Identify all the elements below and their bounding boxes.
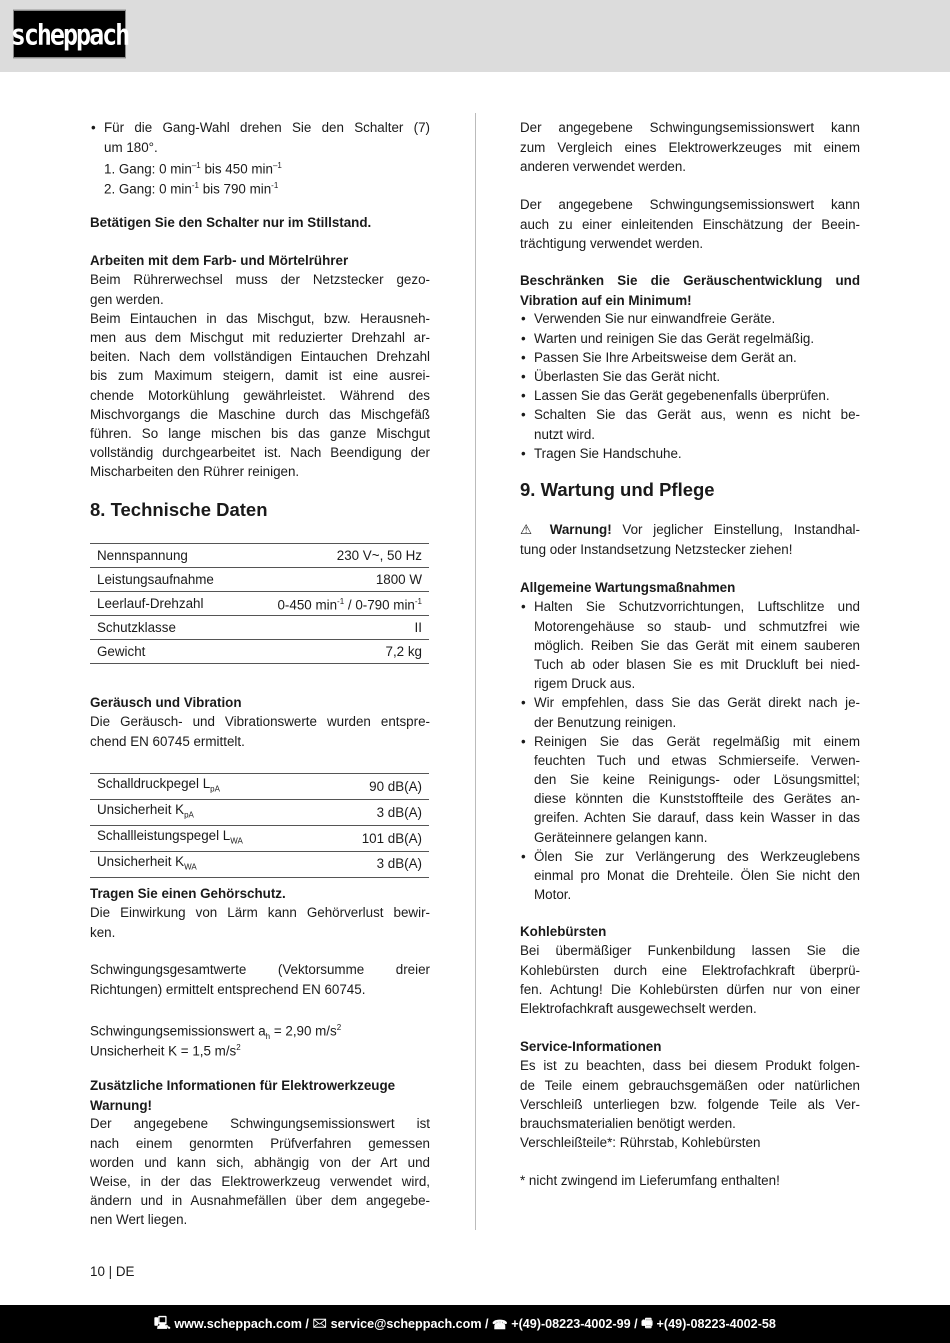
text-run: Schwingungsemissionswert a — [90, 1023, 266, 1039]
text-run: auch zu einer einleitenden Einschätzung der Beein- — [520, 216, 860, 232]
text-run: Schutzklasse — [97, 619, 176, 635]
subheading — [90, 213, 430, 232]
text-run: 1800 W — [375, 571, 422, 587]
text-run: Schalten Sie das Gerät aus, wenn es nicht be- — [534, 407, 860, 423]
text-run: um 180°. — [104, 139, 158, 155]
text-run: 2 — [236, 1042, 241, 1052]
text-line — [520, 1056, 860, 1075]
text-run: Motorengehäuse so staub- und schmutzfrei wie — [534, 618, 860, 634]
text-run: Vor jeglicher Einstellung, Instandhal- — [611, 522, 860, 538]
text-line — [90, 1096, 430, 1115]
text-line — [90, 405, 430, 424]
text-line — [534, 386, 860, 405]
row-label — [90, 851, 321, 877]
text-line — [90, 1210, 430, 1229]
email-link[interactable]: service@scheppach.com — [330, 1317, 482, 1331]
text-run: 1. Gang: 0 min — [104, 161, 192, 177]
text-run: nutzt wird. — [534, 426, 596, 442]
list-item — [520, 329, 860, 348]
text-run: 3 dB(A) — [376, 804, 422, 820]
list-item — [520, 597, 860, 693]
subheading — [520, 271, 860, 309]
text-run: Tragen Sie Handschuhe. — [534, 445, 682, 461]
text-run: Beim Eintauchen in das Mischgut, bzw. Herausneh- — [90, 310, 430, 326]
text-run: pA — [184, 810, 194, 820]
bullet-list — [520, 309, 860, 463]
row-label — [90, 568, 243, 592]
paragraph — [90, 270, 430, 481]
text-run: 7,2 kg — [385, 643, 422, 659]
text-run: h — [265, 1032, 271, 1042]
text-run: nach einem genormten Prüfverfahren gemessen — [90, 1135, 430, 1151]
text-line — [90, 309, 430, 328]
page-num: 10 — [90, 1264, 105, 1279]
text-run: Gewicht — [97, 643, 146, 659]
text-line — [520, 941, 860, 960]
text-run: / 0-790 min — [344, 597, 415, 613]
text-line — [90, 1191, 430, 1210]
paragraph — [90, 1018, 430, 1059]
fax-number: +(49)-08223-4002-58 — [656, 1317, 776, 1331]
list-item — [90, 118, 430, 156]
text-run: 2 — [336, 1023, 342, 1033]
sep: / — [485, 1317, 489, 1331]
text-run: Passen Sie Ihre Arbeitsweise dem Gerät an. — [534, 349, 797, 365]
paragraph — [520, 195, 860, 253]
text-run: Mischarbeiten den Rührer reinigen. — [90, 464, 300, 480]
text-line — [534, 617, 860, 636]
paragraph — [520, 118, 860, 176]
text-run: pA — [210, 784, 220, 794]
text-run: Der angegebene Schwingungsemissionswert kann — [520, 120, 860, 136]
text-run: Unsicherheit K — [97, 801, 185, 817]
text-line — [90, 1134, 430, 1153]
computer-icon: 🖳 — [154, 1315, 175, 1330]
text-run: Kohlebürsten — [520, 924, 607, 940]
text-run: Warnung! — [90, 1097, 152, 1113]
text-run: Warten und reinigen Sie das Gerät regelmäßig. — [534, 330, 815, 346]
text-line — [90, 1018, 430, 1042]
text-run: Weise, in der das Elektrowerkzeug verwendet wird, — [90, 1173, 430, 1189]
list-item — [520, 847, 860, 905]
text-run: beiten. Nach dem vollständigen Eintauchen Drehzahl — [90, 349, 430, 365]
text-line — [90, 1153, 430, 1172]
text-line — [104, 176, 430, 195]
text-line — [534, 866, 860, 885]
text-run: –1 — [272, 161, 282, 171]
fax-icon: 🖷 — [641, 1315, 657, 1330]
text-line — [520, 961, 860, 980]
row-label — [90, 640, 243, 664]
text-run: Der angegebene Schwingungsemissionswert ist — [90, 1116, 430, 1132]
row-label — [90, 799, 321, 825]
text-line — [520, 999, 860, 1018]
text-run: Schwingungsgesamtwerte (Vektorsumme dreier — [90, 962, 430, 978]
text-line — [534, 674, 860, 693]
text-run: Tuch ab oder blasen Sie es mit Druckluft bei nied- — [534, 656, 860, 672]
scheppach-logo: scheppach — [13, 10, 126, 58]
text-line — [534, 847, 860, 866]
text-run: Mischvorgangs die Maschine durch das Mischgefäß — [90, 406, 430, 422]
row-value — [243, 568, 429, 592]
list-item — [520, 732, 860, 847]
row-label — [90, 544, 243, 568]
text-run: chend EN 60745 ermittelt. — [90, 733, 245, 749]
text-line — [90, 884, 430, 903]
page-lang: DE — [115, 1264, 135, 1279]
text-line — [534, 348, 860, 367]
table-row — [90, 592, 429, 616]
text-line — [90, 270, 430, 289]
subheading — [90, 884, 430, 903]
paragraph — [90, 712, 430, 750]
subheading — [90, 1076, 430, 1114]
paragraph — [90, 903, 430, 941]
text-line — [520, 234, 860, 253]
text-line — [534, 329, 860, 348]
text-run: chende Motorkühlung gewährleistet. Während des — [90, 387, 430, 403]
text-line — [534, 789, 860, 808]
text-run: worden und kann sich, abhängig von der Art und — [90, 1154, 430, 1170]
row-value — [243, 544, 429, 568]
table — [90, 773, 429, 878]
paragraph — [520, 1171, 860, 1190]
text-run: 230 V~, 50 Hz — [336, 547, 422, 563]
text-run: -1 — [271, 180, 279, 190]
table-row — [90, 544, 429, 568]
text-run: tung oder Instandsetzung Netzstecker ziehen! — [520, 541, 793, 557]
spec-table — [90, 773, 430, 878]
text-run: 101 dB(A) — [361, 830, 422, 846]
text-run: de Teile einem gebrauchsgemäßen oder natürlichen — [520, 1077, 860, 1093]
text-run: -1 — [414, 597, 422, 607]
text-run: Schallleistungspegel L — [97, 827, 231, 843]
text-line — [534, 444, 860, 463]
text-run: -1 — [191, 180, 199, 190]
paragraph — [90, 960, 430, 998]
text-run: Schalldruckpegel L — [97, 776, 211, 791]
column-divider — [475, 113, 476, 1230]
text-line — [534, 425, 860, 444]
row-value — [321, 851, 429, 877]
text-run: feuchten Tuch und etwas Schmierseife. Verwen- — [534, 752, 860, 768]
text-line — [104, 156, 430, 175]
paragraph — [520, 1133, 860, 1152]
list-item — [520, 405, 860, 443]
paragraph — [520, 1056, 860, 1133]
text-line — [534, 636, 860, 655]
text-run: Halten Sie Schutzvorrichtungen, Luftschlitze und — [534, 599, 860, 615]
text-run: Verwenden Sie nur einwandfreie Geräte. — [534, 311, 776, 327]
subheading — [520, 1037, 860, 1056]
list-item — [520, 309, 860, 328]
text-line — [90, 1038, 430, 1057]
text-run: Unsicherheit K — [97, 853, 185, 869]
text-run: der Benutzung reinigen. — [534, 714, 677, 730]
text-run: Arbeiten mit dem Farb- und Mörtelrührer — [90, 253, 349, 269]
text-run: men aus dem Mischgut mit reduzierter Drehzahl ar- — [90, 329, 430, 345]
list-item — [520, 367, 860, 386]
text-run: –1 — [191, 161, 201, 171]
text-line — [90, 386, 430, 405]
paragraph — [90, 1114, 430, 1229]
text-run: rigem Druck aus. — [534, 676, 636, 692]
text-run: Kohlebürsten durch eine Elektrofachkraft überprü- — [520, 962, 860, 978]
text-line — [520, 271, 860, 290]
text-line — [104, 118, 430, 137]
text-line — [520, 215, 860, 234]
text-run: Beschränken Sie die Geräuschentwicklung und — [520, 273, 860, 289]
row-label — [90, 774, 321, 800]
text-line — [90, 290, 430, 309]
text-run: -1 — [337, 597, 345, 607]
text-line — [90, 1114, 430, 1133]
text-run: führen. So lange mischen bis das ganze Mischgut — [90, 425, 430, 441]
text-run: Vibration auf ein Minimum! — [520, 292, 692, 308]
text-line — [520, 578, 860, 597]
text-run: 0-450 min — [277, 597, 338, 613]
text-run: Verschleiß unterliegen bzw. folgende Teile als Ver- — [520, 1096, 860, 1112]
text-run: Geräusch und Vibration — [90, 695, 242, 711]
page-header — [0, 0, 950, 72]
text-run: diese könnten die Kunststoffteile des Gerätes an- — [534, 791, 860, 807]
text-run: greifen. Achten Sie darauf, dass kein Wasser in das — [534, 810, 860, 826]
text-line — [520, 1114, 860, 1133]
table — [90, 543, 429, 664]
table-row — [90, 616, 429, 640]
table-row — [90, 568, 429, 592]
text-run: anderen verwendet werden. — [520, 158, 687, 174]
text-run: Motor. — [534, 887, 572, 903]
warning-icon: ⚠ — [520, 522, 550, 538]
text-line — [90, 328, 430, 347]
text-line — [534, 885, 860, 904]
text-run: Überlasten Sie das Gerät nicht. — [534, 368, 721, 384]
text-run: Wir empfehlen, dass Sie das Gerät direkt nach je- — [534, 695, 860, 711]
text-run: Geräteinnere gelangen kann. — [534, 829, 708, 845]
bullet-list — [90, 118, 430, 156]
row-value — [321, 825, 429, 851]
text-line — [520, 1171, 860, 1190]
text-run: gen werden. — [90, 291, 164, 307]
text-run: Elektrofachkraft ausgewechselt werden. — [520, 1000, 757, 1016]
text-line — [90, 443, 430, 462]
text-run: Bei übermäßiger Funkenbildung lassen Sie die — [520, 943, 860, 959]
text-line — [534, 405, 860, 424]
text-line — [534, 732, 860, 751]
text-line — [520, 980, 860, 999]
row-value — [243, 616, 429, 640]
text-line — [534, 655, 860, 674]
text-run: Nennspannung — [97, 547, 188, 563]
text-line — [90, 712, 430, 731]
text-run: = 2,90 m/s — [270, 1023, 337, 1039]
text-line — [90, 366, 430, 385]
table-row — [90, 774, 429, 800]
text-run: Verschleißteile*: Rührstab, Kohlebürsten — [520, 1135, 761, 1151]
text-run: Die Einwirkung von Lärm kann Gehörverlust bewir- — [90, 905, 430, 921]
text-run: Für die Gang-Wahl drehen Sie den Schalter (7) — [104, 120, 430, 136]
list-item — [520, 386, 860, 405]
text-line — [90, 1076, 430, 1095]
text-line — [520, 520, 860, 539]
row-label — [90, 825, 321, 851]
text-run: Leistungsaufnahme — [97, 571, 214, 587]
text-run: Zusätzliche Informationen für Elektrowerkzeuge — [90, 1078, 396, 1094]
text-line — [520, 1133, 860, 1152]
text-line — [534, 693, 860, 712]
list-item — [520, 348, 860, 367]
text-run: Tragen Sie einen Gehörschutz. — [90, 886, 286, 902]
paragraph — [520, 520, 860, 558]
page-sep: | — [108, 1264, 113, 1279]
text-run: Beim Rührerwechsel muss der Netzstecker gezo- — [90, 272, 430, 288]
text-run: ändern und in Ausnahmefällen über dem angegebe- — [90, 1193, 430, 1209]
text-run: Der angegebene Schwingungsemissionswert kann — [520, 197, 860, 213]
subheading — [90, 251, 430, 270]
text-run: bis zum Maximum steigern, damit ist eine ausrei- — [90, 368, 430, 384]
row-value — [243, 592, 429, 616]
text-run: ken. — [90, 924, 116, 940]
text-run: bis 450 min — [200, 161, 273, 177]
text-run: möglich. Reiben Sie das Gerät mit einem sauberen — [534, 637, 860, 653]
sep: / — [305, 1317, 309, 1331]
text-line — [90, 462, 430, 481]
text-run: trächtigung verwendet werden. — [520, 235, 704, 251]
text-line — [520, 540, 860, 559]
text-run: Reinigen Sie das Gerät regelmäßig mit einem — [534, 733, 860, 749]
table-row — [90, 825, 429, 851]
contact-footer — [0, 1305, 950, 1343]
row-value — [243, 640, 429, 664]
text-line — [520, 118, 860, 137]
text-run: Lassen Sie das Gerät gegebenenfalls überprüfen. — [534, 388, 830, 404]
text-run: Die Geräusch- und Vibrationswerte wurden entspre- — [90, 714, 430, 730]
text-run: bis 790 min — [198, 181, 272, 197]
text-line — [534, 713, 860, 732]
text-run: brauchsmaterialien benötigt werden. — [520, 1115, 736, 1131]
text-line — [534, 367, 860, 386]
text-run: Es ist zu beachten, dass bei diesem Produkt folgen- — [520, 1058, 860, 1074]
text-line — [90, 251, 430, 270]
section-heading: 9. Wartung und Pflege — [520, 479, 715, 500]
text-run: 2. Gang: 0 min — [104, 181, 192, 197]
text-run: vollständig durchgearbeitet ist. Nach Beendigung der — [90, 445, 430, 461]
text-line — [90, 424, 430, 443]
table-row — [90, 851, 429, 877]
subheading — [90, 693, 430, 712]
text-run: den Sie keine Reinigungs- oder Lösungsmittel; — [534, 772, 860, 788]
text-run: Ölen Sie zur Verlängerung des Werkzeuglebens — [534, 848, 860, 864]
text-run: nen Wert liegen. — [90, 1212, 188, 1228]
text-line — [90, 960, 430, 979]
text-line — [90, 903, 430, 922]
row-label — [90, 592, 243, 616]
text-run: Leerlauf-Drehzahl — [97, 595, 204, 611]
table-row — [90, 799, 429, 825]
text-line — [520, 157, 860, 176]
page-number — [90, 1264, 134, 1279]
text-line — [90, 347, 430, 366]
text-line — [90, 1172, 430, 1191]
text-line — [520, 195, 860, 214]
table-row — [90, 640, 429, 664]
text-run: 90 dB(A) — [369, 778, 422, 794]
text-run: Unsicherheit K = 1,5 m/s — [90, 1043, 237, 1059]
text-line — [90, 923, 430, 942]
text-line — [534, 808, 860, 827]
paragraph — [90, 156, 430, 197]
text-line — [520, 1076, 860, 1095]
text-run: * nicht zwingend im Lieferumfang enthalten! — [520, 1173, 780, 1189]
sep: / — [634, 1317, 638, 1331]
list-item — [520, 693, 860, 731]
text-line — [520, 1037, 860, 1056]
spec-table — [90, 543, 430, 664]
text-run: einmal pro Monat die Drehteile. Ölen Sie nicht den — [534, 868, 860, 884]
text-line — [90, 732, 430, 751]
subheading — [520, 922, 860, 941]
text-line — [104, 138, 430, 157]
text-line — [520, 291, 860, 310]
text-run: fen. Achtung! Die Kohlebürsten dürfen nur von einer — [520, 981, 860, 997]
text-line — [520, 1095, 860, 1114]
text-run: zum Vergleich eines Elektrowerkzeuges mit einem — [520, 139, 860, 155]
row-value — [321, 774, 429, 800]
row-label — [90, 616, 243, 640]
text-line — [534, 770, 860, 789]
website-link[interactable]: www.scheppach.com — [174, 1317, 302, 1331]
text-run: Richtungen) ermittelt entsprechend EN 60745. — [90, 981, 366, 997]
text-run: II — [414, 619, 422, 635]
text-line — [520, 138, 860, 157]
text-line — [534, 828, 860, 847]
text-line — [534, 597, 860, 616]
phone-number: +(49)-08223-4002-99 — [511, 1317, 631, 1331]
paragraph — [520, 941, 860, 1018]
subheading — [520, 578, 860, 597]
text-run: Betätigen Sie den Schalter nur im Stillstand. — [90, 215, 372, 231]
text-line — [90, 693, 430, 712]
text-run: WA — [230, 836, 243, 846]
text-line — [520, 922, 860, 941]
mail-icon: 🖂 — [312, 1315, 331, 1330]
text-run: Warnung! — [549, 522, 612, 538]
text-run: WA — [184, 862, 197, 872]
phone-icon: ☎ — [492, 1317, 512, 1332]
text-run: Service-Informationen — [520, 1039, 662, 1055]
section-heading: 8. Technische Daten — [90, 499, 268, 520]
bullet-list — [520, 597, 860, 904]
text-line — [534, 309, 860, 328]
list-item — [520, 444, 860, 463]
row-value — [321, 799, 429, 825]
text-run: 3 dB(A) — [376, 856, 422, 872]
text-run: Allgemeine Wartungsmaßnahmen — [520, 580, 736, 596]
text-line — [90, 213, 430, 232]
text-line — [90, 980, 430, 999]
text-line — [534, 751, 860, 770]
